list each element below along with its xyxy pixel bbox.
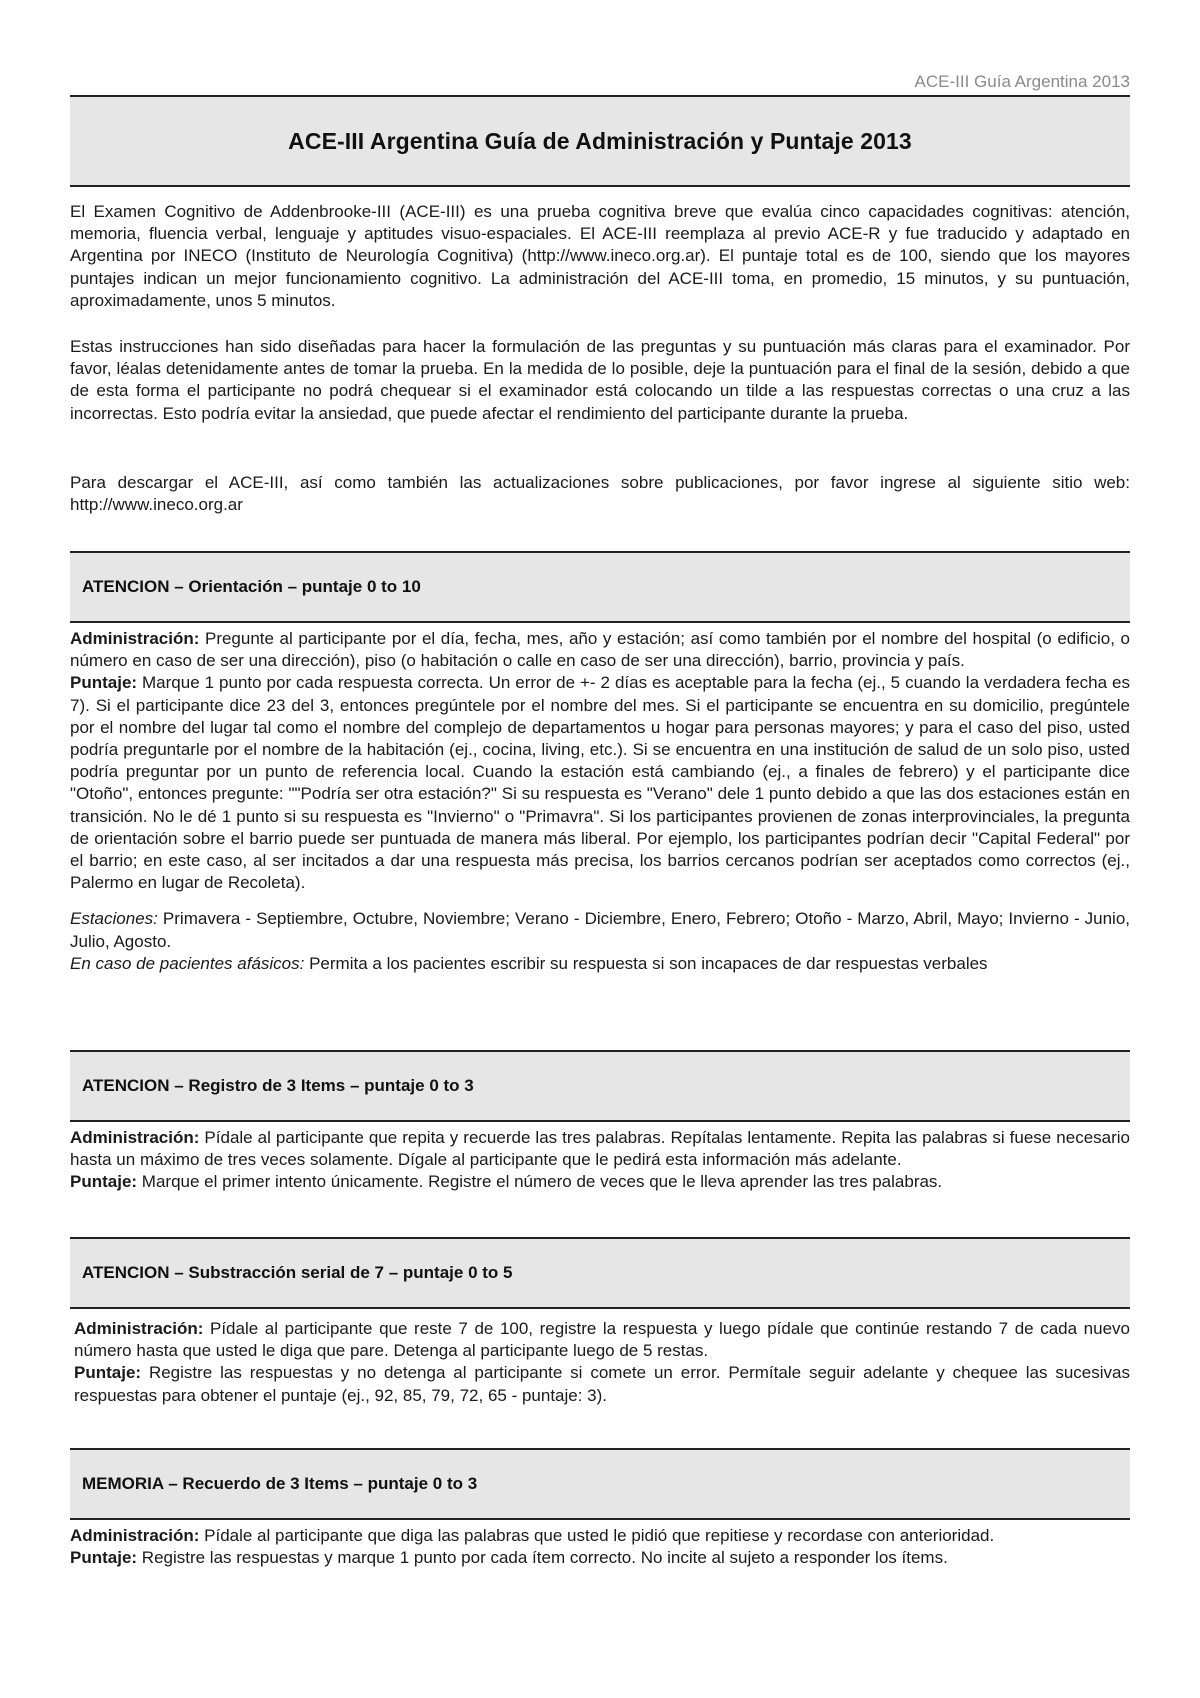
score-text: Registre las respuestas y no detenga al participante si comete un error. Permítale seguir adelante y chequee las sucesivas respuestas para obtener el puntaje (ej., 92, 85, 79, 72, 65 - puntaje: 3). (74, 1363, 1130, 1405)
score-paragraph (70, 1547, 1130, 1569)
administration-paragraph (70, 1127, 1130, 1171)
section-body-orientation (70, 628, 1130, 975)
section-heading-serial-subtraction (70, 1237, 1130, 1309)
administration-text: Pídale al participante que reste 7 de 100, registre la respuesta y luego pídale que continúe restando 7 de cada nuevo número hasta que usted le diga que pare. Detenga al participante luego de 5 restas. (74, 1319, 1130, 1361)
administration-paragraph (74, 1318, 1130, 1362)
section-title: MEMORIA – Recuerdo de 3 Items – puntaje 0 to 3 (82, 1474, 478, 1493)
administration-paragraph (70, 628, 1130, 672)
aphasic-paragraph (70, 953, 1130, 975)
running-header: ACE-III Guía Argentina 2013 (914, 72, 1130, 91)
administration-paragraph (70, 1525, 1130, 1547)
score-paragraph (70, 1171, 1130, 1193)
score-label: Puntaje: (70, 673, 138, 693)
administration-label: Administración: (70, 629, 200, 648)
score-paragraph (70, 672, 1130, 894)
section-body-recall (70, 1525, 1130, 1569)
score-paragraph (74, 1362, 1130, 1406)
intro-paragraph-3: Para descargar el ACE-III, así como también las actualizaciones sobre publicaciones, por favor ingrese al siguiente sitio web: http://www.ineco.org.ar (70, 473, 1130, 515)
score-label: Puntaje: (70, 1548, 138, 1568)
section-body-registration (70, 1127, 1130, 1194)
seasons-paragraph (70, 908, 1130, 952)
seasons-text: Primavera - Septiembre, Octubre, Noviembre; Verano - Diciembre, Enero, Febrero; Otoño - Marzo, Abril, Mayo; Invierno - Junio, Julio, Agosto. (70, 909, 1130, 951)
score-text: Marque el primer intento únicamente. Registre el número de veces que le lleva aprender las tres palabras. (137, 1172, 943, 1192)
administration-label: Administración: (74, 1319, 204, 1338)
title-band (70, 95, 1130, 187)
section-body-serial-subtraction (70, 1318, 1130, 1407)
aphasic-label: En caso de pacientes afásicos: (70, 953, 305, 973)
score-text: Marque 1 punto por cada respuesta correcta. Un error de +- 2 días es aceptable para la fecha (ej., 5 cuando la verdadera fecha es 7). Si el participante dice 23 del 3, entonces pregúntele por el nombre del mes. Si el participante se encuentra en su domicilio, pregúntele por el nombre del lugar tal como el nombre del complejo de departamentos u hogar para personas mayores; y para el caso del piso, usted podría preguntarle por el nombre de la habitación (ej., cocina, living, etc.). Si se encuentra en una institución de salud de un solo piso, usted podría preguntar por un punto de referencia local. Cuando la estación está cambiando (ej., a finales de febrero) y el participante dice "Otoño", entonces pregunte: ""Podría ser otra estación?" Si su respuesta es "Verano" dele 1 punto debido a que las dos estaciones están en transición. No le dé 1 punto si su respuesta es "Invierno" o "Primavra". Si los participantes provienen de zonas interprovinciales, la pregunta de orientación sobre el barrio puede ser puntuada de manera más liberal. Por ejemplo, los participantes podrían decir "Capital Federal" por el barrio; en este caso, al ser incitados a dar una respuesta más precisa, los barrios cercanos podrían ser aceptados como correctos (ej., Palermo en lugar de Recoleta). (70, 673, 1130, 893)
administration-text: Pídale al participante que repita y recuerde las tres palabras. Repítalas lentamente. Repita las palabras si fuese necesario hasta un máximo de tres veces solamente. Dígale al participante que le pedirá esta información más adelante. (70, 1128, 1130, 1170)
administration-label: Administración: (70, 1128, 200, 1147)
section-heading-recall (70, 1448, 1130, 1520)
intro-paragraph-1: El Examen Cognitivo de Addenbrooke-III (ACE-III) es una prueba cognitiva breve que evalúa cinco capacidades cognitivas: atención, memoria, fluencia verbal, lenguaje y aptitudes visuo-espaciales. El ACE-III reemplaza al previo ACE-R y fue traducido y adaptado en Argentina por INECO (Instituto de Neurología Cognitiva) (http://www.ineco.org.ar). El puntaje total es de 100, siendo que los mayores puntajes indican un mejor funcionamiento cognitivo. La administración del ACE-III toma, en promedio, 15 minutos, y su puntuación, aproximadamente, unos 5 minutos. (70, 202, 1130, 310)
administration-text: Pregunte al participante por el día, fecha, mes, año y estación; así como también por el nombre del hospital (o edificio, o número en caso de ser una dirección), piso (o habitación o calle en caso de ser una dirección), barrio, provincia y país. (70, 629, 1130, 671)
administration-text: Pídale al participante que diga las palabras que usted le pidió que repitiese y recordase con anterioridad. (199, 1526, 995, 1545)
intro-paragraph-2: Estas instrucciones han sido diseñadas para hacer la formulación de las preguntas y su puntuación más claras para el examinador. Por favor, léalas detenidamente antes de tomar la prueba. En la medida de lo posible, deje la puntuación para el final de la sesión, debido a que de esta forma el participante no podrá chequear si el examinador está colocando un tilde a las respuestas correctas o una cruz a las incorrectas. Esto podría evitar la ansiedad, que puede afectar el rendimiento del participante durante la prueba. (70, 337, 1130, 423)
seasons-label: Estaciones: (70, 909, 158, 929)
section-title: ATENCION – Registro de 3 Items – puntaje 0 to 3 (82, 1076, 474, 1095)
score-text: Registre las respuestas y marque 1 punto por cada ítem correcto. No incite al sujeto a responder los ítems. (137, 1548, 948, 1568)
score-label: Puntaje: (70, 1172, 138, 1192)
section-title: ATENCION – Orientación – puntaje 0 to 10 (82, 577, 421, 596)
section-title: ATENCION – Substracción serial de 7 – puntaje 0 to 5 (82, 1263, 513, 1282)
section-heading-orientation (70, 551, 1130, 623)
document-title: ACE-III Argentina Guía de Administración y Puntaje 2013 (288, 127, 912, 154)
section-heading-registration (70, 1050, 1130, 1122)
administration-label: Administración: (70, 1526, 200, 1545)
aphasic-text: Permita a los pacientes escribir su respuesta si son incapaces de dar respuestas verbales (304, 953, 988, 973)
score-label: Puntaje: (74, 1363, 142, 1383)
